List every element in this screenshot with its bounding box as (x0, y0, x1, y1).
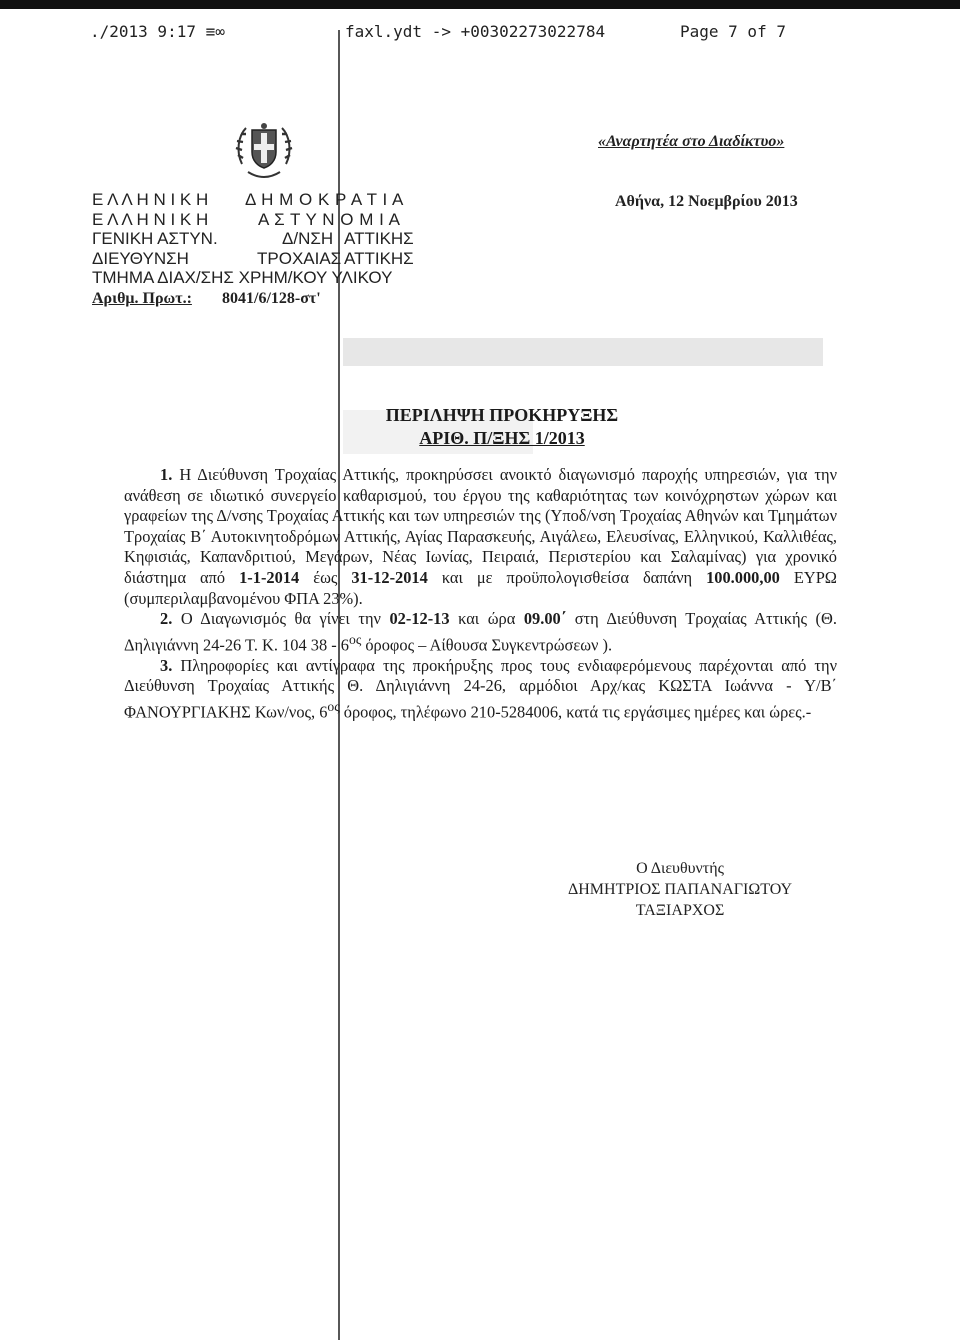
start-date: 1-1-2014 (239, 567, 300, 587)
issuing-authority (92, 190, 452, 308)
header-line-3b: Δ/ΝΣΗ (282, 229, 334, 248)
paragraph-2-number: 2. (160, 609, 173, 629)
fax-page-count: Page 7 of 7 (680, 22, 786, 41)
paragraph-3-text: Πληροφορίες και αντίγραφα της προκήρυξης προς τους ενδιαφερόμενους παρέχονται από την Διεύθυνση Τροχαίας Αττικής Θ. Δηλιγιάννη 24-26, αρμόδιοι Αρχ/κας ΚΩΣΤΑ Ιωάννα - Υ/Β΄ ΦΑΝΟΥΡΓΙΑΚΗΣ Κων/νος, 6 (124, 655, 837, 722)
until-word: έως (313, 567, 338, 587)
document-date: Αθήνα, 12 Νοεμβρίου 2013 (615, 193, 798, 210)
time-word: και ώρα (458, 609, 516, 629)
tender-date: 02-12-13 (389, 609, 450, 629)
budget-currency: ΕΥΡΩ (συμπεριλαμβανομένου ΦΠΑ 23%). (124, 567, 837, 608)
fax-route: faxl.ydt -> +00302273022784 (345, 22, 606, 41)
protocol-number: 8041/6/128-στ' (222, 289, 321, 307)
fax-timestamp: ./2013 9:17 ≡∞ (90, 22, 225, 41)
signature-rank: ΤΑΞΙΑΡΧΟΣ (635, 902, 725, 919)
floor-suffix: ος (349, 631, 362, 647)
paragraph-1 (124, 465, 837, 609)
top-border (0, 0, 960, 9)
greek-coat-of-arms-icon (234, 118, 294, 184)
contact-details: όροφος, τηλέφωνο 210-5284006, κατά τις εργάσιμες ημέρες και ώρες.- (343, 702, 812, 722)
paragraph-2-text: Ο Διαγωνισμός θα γίνει την (180, 609, 381, 629)
tender-room: όροφος – Αίθουσα Συγκεντρώσεων ). (365, 635, 613, 655)
end-date: 31-12-2014 (351, 567, 428, 587)
online-posting-note: «Αναρτητέα στο Διαδίκτυο» (598, 133, 785, 150)
paragraph-3 (124, 656, 837, 723)
notice-title-main: ΠΕΡΙΛΗΨΗ ΠΡΟΚΗΡΥΞΗΣ (385, 405, 619, 425)
header-line-5: ΤΜΗΜΑ ΔΙΑΧ/ΣΗΣ ΧΡΗΜ/ΚΟΥ ΥΛΙΚΟΥ (92, 268, 393, 287)
signature-block (480, 858, 880, 921)
header-line-2b: Α Σ Τ Υ Ν Ο Μ Ι Α (258, 209, 401, 229)
header-line-3c: ΑΤΤΙΚΗΣ (344, 229, 414, 248)
tender-time: 09.00΄ (523, 609, 567, 629)
budget-amount: 100.000,00 (706, 567, 780, 587)
paragraph-3-number: 3. (160, 655, 173, 675)
fax-header (90, 22, 890, 46)
notice-title-number: ΑΡΙΘ. Π/ΞΗΣ 1/2013 (419, 428, 585, 448)
budget-text: και με προϋπολογισθείσα δαπάνη (441, 567, 693, 587)
watermark-band (343, 338, 823, 366)
header-line-4a: ΔΙΕΥΘΥΝΣΗ (92, 248, 189, 268)
notice-title (352, 404, 652, 450)
protocol-label: Αριθμ. Πρωτ.: (92, 289, 192, 307)
header-line-4c: ΑΤΤΙΚΗΣ (344, 248, 414, 268)
notice-body (124, 465, 837, 723)
paragraph-1-number: 1. (160, 465, 173, 484)
paragraph-2 (124, 609, 837, 656)
header-line-4b: ΤΡΟΧΑΙΑΣ (257, 248, 342, 268)
header-line-1a: Ε Λ Λ Η Ν Ι Κ Η (92, 190, 209, 209)
paragraph-1-text: Η Διεύθυνση Τροχαίας Αττικής, προκηρύσσει ανοικτό διαγωνισμό παροχής υπηρεσιών, για την ανάθεση σε ιδιωτικό συνεργείο καθαρισμού, του έργου της καθαριότητας των κοινόχρηστων χώρων και γραφείων της Δ/νσης Τροχαίας Αττικής και των υπηρεσιών της (Υποδ/νση Τροχαίας Αθηνών και Τμημάτων Τροχαίας Β΄ Αυτοκινητοδρόμων Αττικής, Αγίας Παρασκευής, Αιγάλεω, Ελευσίνας, Ελληνικού, Καλλιθέας, Κηφισιάς, Καπανδριτιού, Μεγάρων, Νέας Ιωνίας, Πειραιά, Περιστερίου και Σαλαμίνας) για χρονικό διάστημα από (124, 465, 837, 587)
signature-role: Ο Διευθυντής (636, 860, 724, 877)
floor-suffix-2: ος (327, 699, 340, 714)
header-line-3a: ΓΕΝΙΚΗ ΑΣΤΥΝ. (92, 229, 218, 248)
header-line-2a: Ε Λ Λ Η Ν Ι Κ Η (92, 209, 209, 229)
signature-name: ΔΗΜΗΤΡΙΟΣ ΠΑΠΑΝΑΓΙΩΤΟΥ (567, 881, 793, 898)
header-line-1b: Δ Η Μ Ο Κ Ρ Α Τ Ι Α (245, 190, 404, 209)
tender-location: στη Διεύθυνση Τροχαίας Αττικής (Θ. Δηλιγιάννη 24-26 Τ. Κ. 104 38 - 6 (124, 609, 837, 655)
